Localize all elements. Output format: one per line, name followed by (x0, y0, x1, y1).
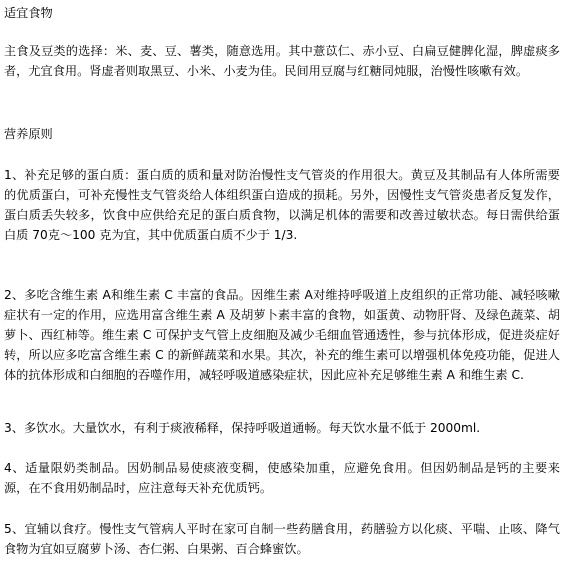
principle-item-dairy: 4、适量限奶类制品。因奶制品易使痰液变稠，使感染加重，应避免食用。但因奶制品是钙的主要来源，在不食用奶制品时，应注意每天补充优质钙。 (4, 461, 560, 495)
principle-item-protein: 1、补充足够的蛋白质：蛋白质的质和量对防治慢性支气管炎的作用很大。黄豆及其制品有人体所需要的优质蛋白，可补充慢性支气管炎给人体组织蛋白造成的损耗。另外，因慢性支气管炎患者反复发作，蛋白质丢失较多，饮食中应供给充足的蛋白质食物，以满足机体的需要和改善过敏状态。每日需供给蛋白质 70克～100 克为宜，其中优质蛋白质不少于 1/3. (4, 168, 560, 242)
paragraph-staple-food: 主食及豆类的选择：米、麦、豆、薯类，随意选用。其中薏苡仁、赤小豆、白扁豆健脾化湿，脾虚痰多者，尤宜食用。肾虚者则取黑豆、小米、小麦为佳。民间用豆腐与红糖同炖服，治慢性咳嗽有效。 (4, 44, 560, 78)
principle-item-diet-therapy: 5、宜辅以食疗。慢性支气管病人平时在家可自制一些药膳食用，药膳验方以化痰、平喘、止咳、降气食物为宜如豆腐萝卜汤、杏仁粥、白果粥、百合蜂蜜饮。 (4, 522, 560, 556)
principle-item-vitamins: 2、多吃含维生素 A和维生素 C 丰富的食品。因维生素 A对维持呼吸道上皮组织的正常功能、减轻咳嗽症状有一定的作用，应选用富含维生素 A 及胡萝卜素丰富的食物，如蛋黄、动物肝肾、及绿色蔬菜、胡萝卜、西红柿等。维生素 C 可保护支气管上皮细胞及减少毛细血管通透性，参与抗体形成，促进炎症好转，所以应多吃富含维生素 C 的新鲜蔬菜和水果。其次，补充的维生素可以增强机体免疫功能，促进人体的抗体形成和白细胞的吞噬作用，减轻呼吸道感染症状，因此应补充足够维生素 A 和维生素 C. (4, 288, 560, 382)
section-heading-nutrition-principles: 营养原则 (4, 127, 53, 141)
section-heading-suitable-food: 适宜食物 (4, 6, 53, 20)
principle-item-water: 3、多饮水。大量饮水，有利于痰液稀释，保持呼吸道通畅。每天饮水量不低于 2000ml. (4, 421, 481, 435)
